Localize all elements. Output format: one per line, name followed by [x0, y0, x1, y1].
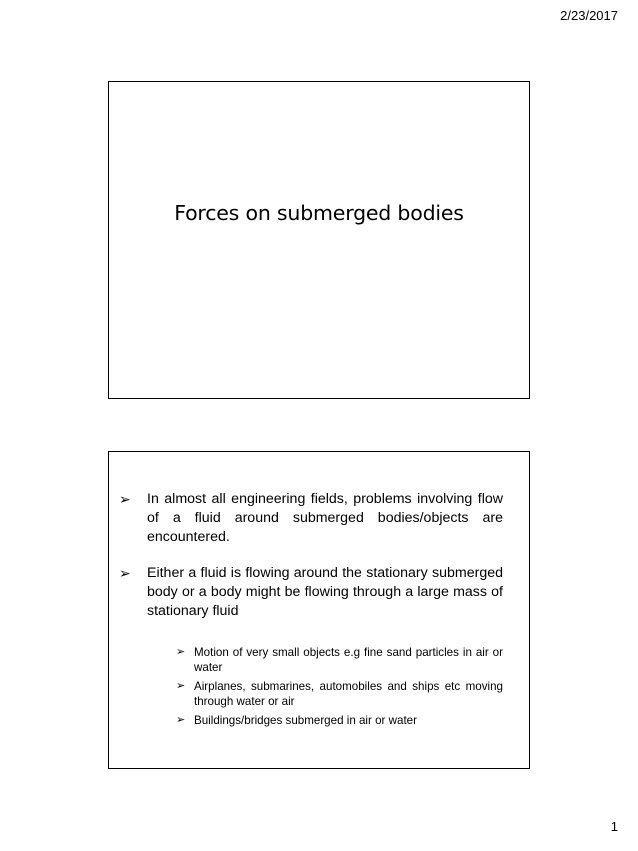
sub-bullet-text: Airplanes, submarines, automobiles and ships etc moving through water or air: [194, 680, 503, 708]
bullet-item: [119, 490, 503, 547]
slide-2: [108, 451, 530, 769]
slide-1: [108, 81, 530, 399]
sub-bullet-list: [147, 645, 503, 728]
arrow-bullet-icon: ➢: [176, 646, 186, 658]
sub-bullet-item: [176, 645, 503, 675]
sub-bullet-text: Motion of very small objects e.g fine sand particles in air or water: [194, 646, 503, 674]
arrow-bullet-icon: ➢: [176, 680, 186, 692]
arrow-bullet-icon: ➢: [119, 565, 131, 581]
page-number: 1: [610, 819, 618, 834]
sub-bullet-item: [176, 679, 503, 709]
bullet-text: In almost all engineering fields, problems involving flow of a fluid around submerged bodies/objects are encountered.: [147, 491, 503, 545]
bullet-list: [119, 490, 503, 728]
sub-bullet-item: [176, 713, 503, 728]
bullet-text: Either a fluid is flowing around the stationary submerged body or a body might be flowing through a large mass of stationary fluid: [147, 565, 503, 619]
arrow-bullet-icon: ➢: [119, 491, 131, 507]
date-stamp: 2/23/2017: [560, 8, 618, 23]
bullet-item: [119, 564, 503, 728]
arrow-bullet-icon: ➢: [176, 714, 186, 726]
sub-bullet-text: Buildings/bridges submerged in air or water: [194, 714, 417, 727]
slide-title: Forces on submerged bodies: [174, 201, 464, 225]
